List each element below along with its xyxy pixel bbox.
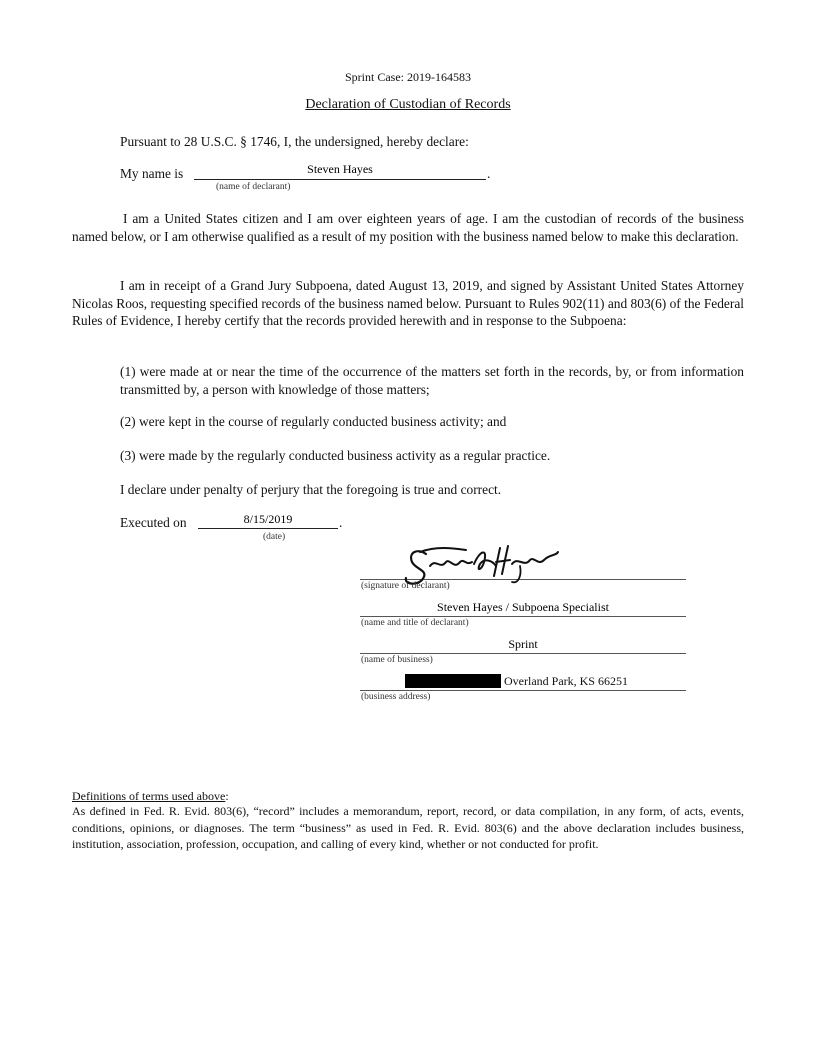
- business-caption: (name of business): [361, 655, 433, 665]
- intro-line: Pursuant to 28 U.S.C. § 1746, I, the undersigned, hereby declare:: [120, 134, 469, 149]
- address-redaction: [405, 674, 501, 688]
- item-2: (2) were kept in the course of regularly conducted business activity; and: [120, 414, 507, 429]
- name-title-line: [360, 615, 686, 617]
- executed-date-caption: (date): [263, 532, 286, 542]
- executed-suffix: .: [339, 515, 343, 530]
- business-name-value[interactable]: Sprint: [508, 637, 538, 651]
- address-line: [360, 689, 686, 691]
- name-suffix: .: [487, 166, 491, 181]
- definitions-heading-colon: :: [225, 789, 229, 803]
- business-address-value[interactable]: Overland Park, KS 66251: [504, 674, 628, 688]
- name-title-caption: (name and title of declarant): [361, 618, 469, 628]
- definitions-heading-row: [72, 789, 229, 804]
- name-prefix: My name is: [120, 166, 184, 181]
- citizen-paragraph: I am a United States citizen and I am over eighteen years of age. I am the custodian of records of the business named below, or I am otherwise qualified as a result of my position with the business named below to make this declaration.: [72, 211, 744, 244]
- executed-prefix: Executed on: [120, 515, 187, 530]
- declarant-name-title-value[interactable]: Steven Hayes / Subpoena Specialist: [437, 600, 609, 614]
- business-line: [360, 652, 686, 654]
- definitions-heading: Definitions of terms used above: [72, 789, 226, 803]
- declarant-name-value[interactable]: Steven Hayes: [307, 162, 373, 176]
- document-title: Declaration of Custodian of Records: [305, 97, 511, 112]
- definitions-text: As defined in Fed. R. Evid. 803(6), “record” includes a memorandum, report, record, or data compilation, in any form, of acts, events, conditions, opinions, or diagnoses. The term “business” as used in Fed. R. Evid. 803(6) and the above declaration includes business, institution, association, profession, occupation, and calling of every kind, whether or not conducted for profit.: [72, 804, 744, 851]
- executed-date-value[interactable]: 8/15/2019: [243, 512, 293, 526]
- case-number: Sprint Case: 2019-164583: [345, 70, 471, 84]
- address-caption: (business address): [361, 692, 431, 702]
- perjury-declaration: I declare under penalty of perjury that the foregoing is true and correct.: [120, 482, 502, 497]
- subpoena-paragraph: I am in receipt of a Grand Jury Subpoena, dated August 13, 2019, and signed by Assistant United States Attorney Nicolas Roos, requesting specified records of the business named below. Pursuant to Rules 902(11) and 803(6) of the Federal Rules of Evidence, I hereby certify that the records provided herewith and in response to the Subpoena:: [72, 278, 744, 328]
- item-3: (3) were made by the regularly conducted business activity as a regular practice.: [120, 448, 551, 463]
- signature-caption: (signature of declarant): [361, 581, 450, 591]
- item-1: (1) were made at or near the time of the occurrence of the matters set forth in the records, by, or from information transmitted by, a person with knowledge of those matters;: [120, 364, 744, 397]
- declarant-name-caption: (name of declarant): [216, 182, 291, 192]
